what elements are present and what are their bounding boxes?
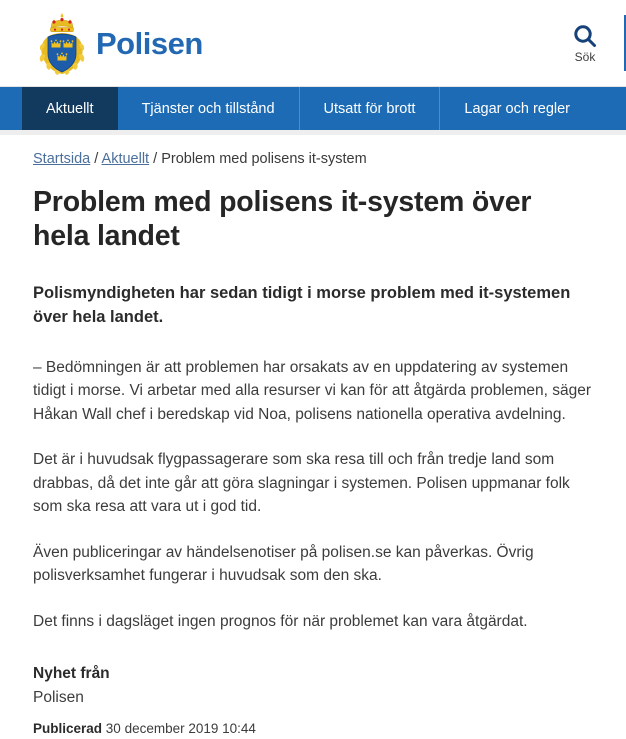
source-title: Nyhet från [33, 665, 110, 683]
nav-item-utsatt-for-brott[interactable] [299, 87, 440, 130]
published-line [33, 720, 593, 739]
nav-item-label: Aktuellt [46, 100, 94, 117]
search-icon [572, 23, 598, 49]
page-title: Problem med polisens it-system över hela landet [33, 186, 532, 253]
nav-item-label: Tjänster och tillstånd [141, 100, 275, 117]
article-source [33, 663, 593, 739]
nav-item-tjanster-och-tillstand[interactable] [118, 87, 299, 130]
published-label: Publicerad [33, 721, 103, 737]
header-actions [554, 0, 626, 86]
nav-item-aktuellt[interactable] [22, 87, 118, 130]
article-paragraph: – Bedömningen är att problemen har orsakats av en uppdatering av systemen tidigt i morse. Vi arbetar med alla resurser vi kan för att åtgärda problemen, säger Håkan Wall chef i beredskap vid Noa, polisens nationella operativa avdelning. [33, 358, 591, 423]
breadcrumb-item-startsida[interactable]: Startsida [33, 151, 91, 167]
main-content [0, 135, 626, 739]
source-name: Polisen [33, 689, 84, 707]
site-logo[interactable] [33, 10, 203, 76]
breadcrumb-item-aktuellt[interactable]: Aktuellt [101, 151, 150, 167]
breadcrumb-separator: / [94, 151, 99, 167]
breadcrumb-separator: / [153, 151, 158, 167]
nav-item-label: Lagar och regler [464, 100, 571, 117]
site-header [0, 0, 626, 86]
article-paragraph: Det är i huvudsak flygpassagerare som ska resa till och från tredje land som drabbas, då det inte går att göra slagningar i systemen. Polisen uppmanar folk som ska resa att vara ut i god tid. [33, 451, 570, 516]
nav-item-label: Utsatt för brott [323, 100, 416, 117]
swedish-coat-of-arms-icon [33, 10, 91, 76]
search-label: Sök [574, 50, 596, 64]
main-navigation [0, 87, 626, 130]
search-button[interactable] [554, 23, 616, 63]
article-paragraph: Det finns i dagsläget ingen prognos för när problemet kan vara åtgärdat. [33, 612, 528, 630]
published-date: 30 december 2019 10:44 [105, 721, 256, 737]
nav-item-lagar-och-regler[interactable] [439, 87, 594, 130]
brand-name: Polisen [96, 25, 203, 61]
article-preamble: Polismyndigheten har sedan tidigt i morse problem med it-systemen över hela landet. [33, 283, 571, 326]
breadcrumb [33, 135, 593, 169]
breadcrumb-item-current: Problem med polisens it-system [161, 151, 367, 167]
article-paragraph: Även publiceringar av händelsenotiser på polisen.se kan påverkas. Övrig polisverksamhet fungerar i huvudsak som den ska. [33, 543, 534, 585]
article-body [33, 356, 593, 634]
